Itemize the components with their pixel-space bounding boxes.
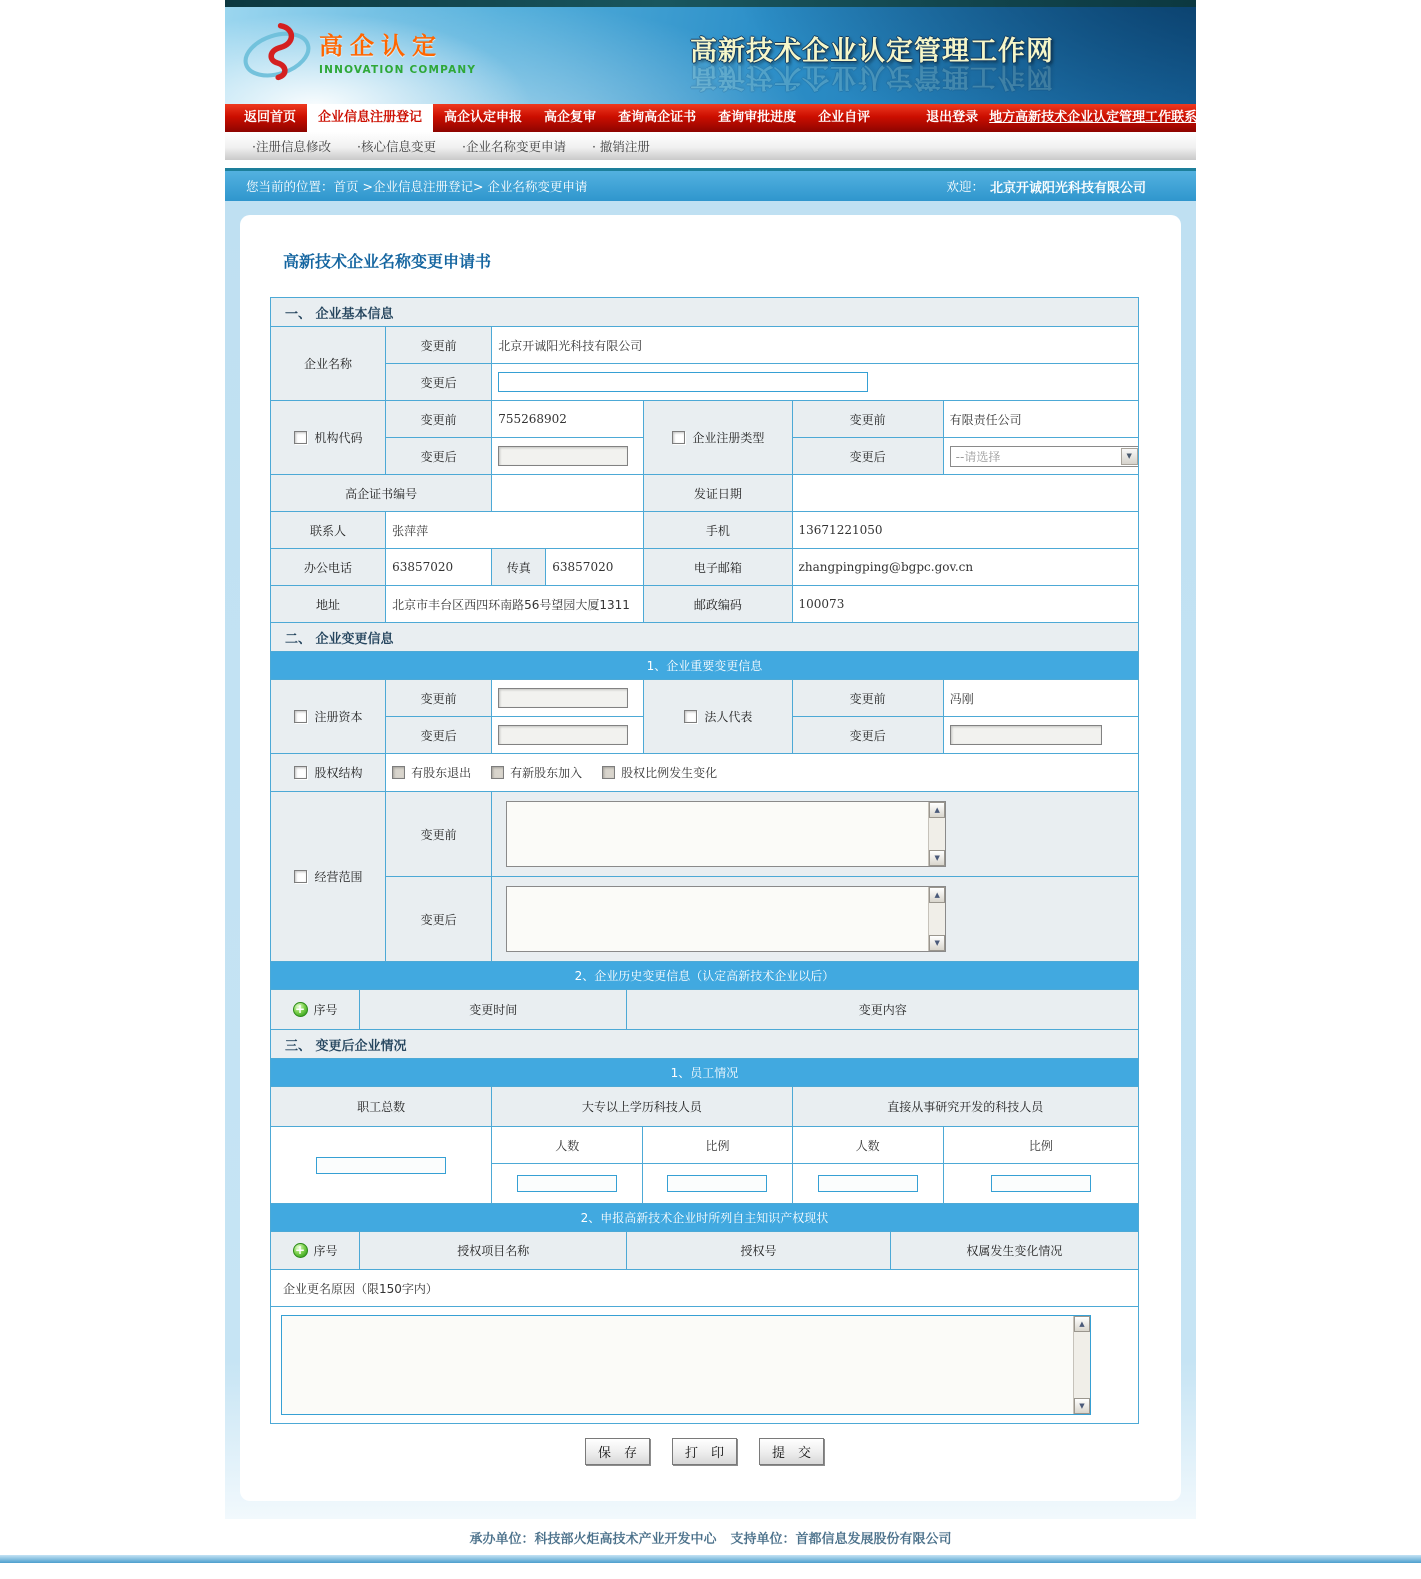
footer-supporter: 支持单位：首都信息发展股份有限公司 bbox=[730, 1531, 952, 1547]
scroll-down-icon[interactable] bbox=[929, 935, 945, 951]
rd-count-cell bbox=[792, 1164, 943, 1204]
scope-cell bbox=[271, 792, 386, 962]
nav-company-register[interactable]: 企业信息注册登记 bbox=[307, 104, 433, 132]
nav-review[interactable]: 高企复审 bbox=[544, 110, 597, 125]
print-button[interactable]: 打 印 bbox=[672, 1438, 737, 1465]
phone-value: 63857020 bbox=[386, 549, 492, 586]
scrollbar[interactable] bbox=[928, 887, 945, 951]
mobile-value: 13671221050 bbox=[792, 512, 1138, 549]
form-title: 高新技术企业名称变更申请书 bbox=[283, 252, 492, 271]
org-code-label: 机构代码 bbox=[314, 431, 363, 445]
staff-table bbox=[270, 1086, 1139, 1204]
equity-ratio-label: 股权比例发生变化 bbox=[621, 765, 718, 780]
nav-logout[interactable]: 退出登录 bbox=[926, 110, 979, 125]
company-name-after-cell bbox=[492, 364, 1139, 401]
cert-no-value bbox=[492, 475, 644, 512]
equity-label: 股权结构 bbox=[314, 766, 363, 780]
legal-rep-after-cell bbox=[943, 717, 1138, 754]
college-ratio-input[interactable] bbox=[667, 1175, 767, 1192]
ip-no-header: 授权号 bbox=[627, 1232, 890, 1270]
reg-type-checkbox[interactable] bbox=[672, 431, 685, 444]
equity-join-label: 有新股东加入 bbox=[510, 765, 583, 780]
company-name-before-label: 变更前 bbox=[386, 327, 492, 364]
save-button[interactable]: 保 存 bbox=[585, 1438, 650, 1465]
breadcrumb-bar bbox=[225, 168, 1196, 201]
scope-after-textarea[interactable] bbox=[506, 886, 946, 952]
equity-ratio-checkbox[interactable] bbox=[602, 766, 615, 779]
bottom-strip bbox=[0, 1555, 1421, 1563]
company-name-label: 企业名称 bbox=[271, 327, 386, 401]
history-content-header: 变更内容 bbox=[627, 990, 1139, 1030]
legal-rep-after-label: 变更后 bbox=[792, 717, 943, 754]
reg-type-after-label: 变更后 bbox=[792, 438, 943, 475]
equity-options-cell bbox=[386, 754, 1139, 792]
section3-sub2-heading: 2、申报高新技术企业时所列自主知识产权现状 bbox=[270, 1203, 1139, 1232]
ip-name-header: 授权项目名称 bbox=[360, 1232, 627, 1270]
submit-button[interactable]: 提 交 bbox=[759, 1438, 824, 1465]
address-label: 地址 bbox=[271, 586, 386, 623]
reg-type-label: 企业注册类型 bbox=[692, 431, 765, 445]
button-row bbox=[270, 1438, 1139, 1465]
top-strip bbox=[225, 0, 1196, 7]
ip-table bbox=[270, 1231, 1139, 1270]
equity-checkbox[interactable] bbox=[294, 766, 307, 779]
legal-rep-before-label: 变更前 bbox=[792, 680, 943, 717]
site-title: 高新技术企业认定管理工作网 bbox=[690, 36, 1054, 67]
logo-title: 高企认定 bbox=[319, 32, 443, 60]
site-title-wrap bbox=[690, 29, 1054, 99]
subnav-core-info-change[interactable]: ·核心信息变更 bbox=[356, 139, 436, 154]
college-count-input[interactable] bbox=[517, 1175, 617, 1192]
basic-info-table bbox=[270, 326, 1139, 623]
scroll-down-icon[interactable] bbox=[1074, 1398, 1090, 1414]
scope-after-label: 变更后 bbox=[386, 877, 492, 962]
scrollbar[interactable] bbox=[928, 802, 945, 866]
staff-total-cell bbox=[271, 1127, 492, 1204]
form-panel bbox=[240, 215, 1181, 1501]
college-ratio-cell bbox=[643, 1164, 792, 1204]
history-time-header: 变更时间 bbox=[360, 990, 627, 1030]
zip-value: 100073 bbox=[792, 586, 1138, 623]
scrollbar[interactable] bbox=[1073, 1316, 1090, 1414]
reg-type-after-cell bbox=[943, 438, 1138, 475]
reg-type-before-value: 有限责任公司 bbox=[943, 401, 1138, 438]
reg-type-before-label: 变更前 bbox=[792, 401, 943, 438]
rd-ratio-input[interactable] bbox=[991, 1175, 1091, 1192]
history-table bbox=[270, 989, 1139, 1030]
logo-text bbox=[319, 26, 476, 76]
scroll-up-icon[interactable] bbox=[929, 802, 945, 818]
sub-nav bbox=[225, 132, 1196, 160]
scope-after-cell bbox=[492, 877, 1139, 962]
scroll-down-icon[interactable] bbox=[929, 850, 945, 866]
rd-count-label: 人数 bbox=[792, 1127, 943, 1164]
scroll-up-icon[interactable] bbox=[1074, 1316, 1090, 1332]
staff-total-header: 职工总数 bbox=[271, 1087, 492, 1127]
section3-heading: 三、 变更后企业情况 bbox=[270, 1029, 1139, 1059]
footer-organizer: 承办单位：科技部火炬高技术产业开发中心 bbox=[469, 1531, 717, 1547]
legal-rep-label: 法人代表 bbox=[704, 710, 753, 724]
main-nav bbox=[225, 104, 1224, 132]
ip-change-header: 权属发生变化情况 bbox=[890, 1232, 1138, 1270]
staff-college-header: 大专以上学历科技人员 bbox=[492, 1087, 792, 1127]
gap-strip bbox=[225, 160, 1196, 168]
fax-label: 传真 bbox=[492, 549, 546, 586]
org-code-after-input[interactable] bbox=[498, 446, 628, 466]
section2-sub2-heading: 2、企业历史变更信息（认定高新技术企业以后） bbox=[270, 961, 1139, 990]
reg-capital-before-cell bbox=[492, 680, 644, 717]
nav-query-progress[interactable]: 查询审批进度 bbox=[718, 110, 797, 125]
history-seq-header bbox=[271, 990, 360, 1030]
company-name-after-input[interactable] bbox=[498, 372, 868, 392]
org-code-after-cell bbox=[492, 438, 644, 475]
cert-no-label: 高企证书编号 bbox=[271, 475, 492, 512]
issue-date-label: 发证日期 bbox=[644, 475, 792, 512]
nav-self-eval[interactable]: 企业自评 bbox=[818, 110, 871, 125]
college-count-cell bbox=[492, 1164, 643, 1204]
legal-rep-after-input[interactable] bbox=[950, 725, 1102, 745]
rd-ratio-label: 比例 bbox=[943, 1127, 1138, 1164]
org-code-cell bbox=[271, 401, 386, 475]
nav-query-cert[interactable]: 查询高企证书 bbox=[618, 110, 697, 125]
subnav-edit-registration[interactable]: ·注册信息修改 bbox=[252, 139, 331, 154]
college-ratio-label: 比例 bbox=[643, 1127, 792, 1164]
site-title-reflection: 高新技术企业认定管理工作网 bbox=[690, 61, 1054, 92]
history-seq-label: 序号 bbox=[313, 1003, 338, 1017]
logo-mark-icon bbox=[241, 15, 313, 87]
org-code-before-value: 755268902 bbox=[492, 401, 644, 438]
reg-type-select-value: --请选择 bbox=[955, 449, 1001, 464]
nav-apply[interactable]: 高企认定申报 bbox=[444, 110, 523, 125]
equity-exit-label: 有股东退出 bbox=[411, 765, 472, 780]
section1-heading: 一、 企业基本信息 bbox=[270, 297, 1139, 327]
legal-rep-before-value: 冯刚 bbox=[943, 680, 1138, 717]
page-column bbox=[225, 0, 1224, 1555]
reg-capital-checkbox[interactable] bbox=[294, 710, 307, 723]
college-count-label: 人数 bbox=[492, 1127, 643, 1164]
mobile-label: 手机 bbox=[644, 512, 792, 549]
subnav-name-change-apply[interactable]: ·企业名称变更申请 bbox=[461, 139, 566, 154]
reg-capital-label: 注册资本 bbox=[314, 710, 363, 724]
section3-sub1-heading: 1、员工情况 bbox=[270, 1058, 1139, 1087]
reg-capital-cell bbox=[271, 680, 386, 754]
add-history-row-button[interactable] bbox=[293, 1002, 308, 1017]
contact-value: 张萍萍 bbox=[386, 512, 644, 549]
fax-value: 63857020 bbox=[546, 549, 644, 586]
content-area bbox=[225, 201, 1196, 1519]
site-banner bbox=[225, 7, 1196, 104]
equity-exit-checkbox[interactable] bbox=[392, 766, 405, 779]
scroll-up-icon[interactable] bbox=[929, 887, 945, 903]
add-ip-row-button[interactable] bbox=[293, 1243, 308, 1258]
rename-reason-textarea[interactable] bbox=[281, 1315, 1091, 1415]
change-info-table bbox=[270, 679, 1139, 962]
reg-capital-after-label: 变更后 bbox=[386, 717, 492, 754]
org-code-checkbox[interactable] bbox=[294, 431, 307, 444]
company-name-after-label: 变更后 bbox=[386, 364, 492, 401]
welcome-company-name: 北京开诚阳光科技有限公司 bbox=[989, 180, 1146, 196]
rename-reason-label: 企业更名原因（限150字内） bbox=[270, 1269, 1139, 1307]
scope-before-label: 变更前 bbox=[386, 792, 492, 877]
logo-subtitle: INNOVATION COMPANY bbox=[319, 64, 477, 76]
rename-reason-row bbox=[270, 1306, 1139, 1424]
zip-label: 邮政编码 bbox=[644, 586, 792, 623]
rd-ratio-cell bbox=[943, 1164, 1138, 1204]
org-code-before-label: 变更前 bbox=[386, 401, 492, 438]
ip-seq-label: 序号 bbox=[313, 1244, 338, 1258]
company-name-before-value: 北京开诚阳光科技有限公司 bbox=[492, 327, 1139, 364]
section2-sub1-heading: 1、企业重要变更信息 bbox=[270, 651, 1139, 680]
scope-label: 经营范围 bbox=[314, 870, 363, 884]
reg-capital-before-input[interactable] bbox=[498, 688, 628, 708]
legal-rep-checkbox[interactable] bbox=[684, 710, 697, 723]
scope-checkbox[interactable] bbox=[294, 870, 307, 883]
welcome-label: 欢迎： bbox=[946, 179, 984, 194]
nav-local-contact-link[interactable]: 地方高新技术企业认定管理工作联系方式 bbox=[989, 110, 1224, 125]
phone-label: 办公电话 bbox=[271, 549, 386, 586]
equity-cell bbox=[271, 754, 386, 792]
reg-capital-after-input[interactable] bbox=[498, 725, 628, 745]
email-value: zhangpingping@bgpc.gov.cn bbox=[792, 549, 1138, 586]
issue-date-value bbox=[792, 475, 1138, 512]
scope-before-cell bbox=[492, 792, 1139, 877]
ip-seq-header bbox=[271, 1232, 360, 1270]
subnav-cancel-registration[interactable]: · 撤销注册 bbox=[591, 139, 650, 154]
rd-count-input[interactable] bbox=[818, 1175, 918, 1192]
contact-label: 联系人 bbox=[271, 512, 386, 549]
reg-type-cell bbox=[644, 401, 792, 475]
reg-capital-before-label: 变更前 bbox=[386, 680, 492, 717]
email-label: 电子邮箱 bbox=[644, 549, 792, 586]
staff-total-input[interactable] bbox=[316, 1157, 446, 1174]
scope-before-textarea[interactable] bbox=[506, 801, 946, 867]
site-logo bbox=[241, 15, 476, 87]
reg-capital-after-cell bbox=[492, 717, 644, 754]
legal-rep-cell bbox=[644, 680, 792, 754]
org-code-after-label: 变更后 bbox=[386, 438, 492, 475]
dropdown-arrow-icon[interactable] bbox=[1121, 448, 1138, 465]
address-value: 北京市丰台区西四环南路56号望园大厦1311 bbox=[386, 586, 644, 623]
reg-type-select[interactable] bbox=[950, 446, 1139, 467]
welcome-block bbox=[946, 177, 1196, 196]
page-footer bbox=[225, 1519, 1196, 1555]
form-tables bbox=[270, 297, 1139, 1424]
section2-heading: 二、 企业变更信息 bbox=[270, 622, 1139, 652]
nav-home[interactable]: 返回首页 bbox=[244, 110, 297, 125]
staff-rd-header: 直接从事研究开发的科技人员 bbox=[792, 1087, 1138, 1127]
equity-join-checkbox[interactable] bbox=[491, 766, 504, 779]
breadcrumb: 您当前的位置：首页 >企业信息注册登记> 企业名称变更申请 bbox=[246, 179, 588, 194]
